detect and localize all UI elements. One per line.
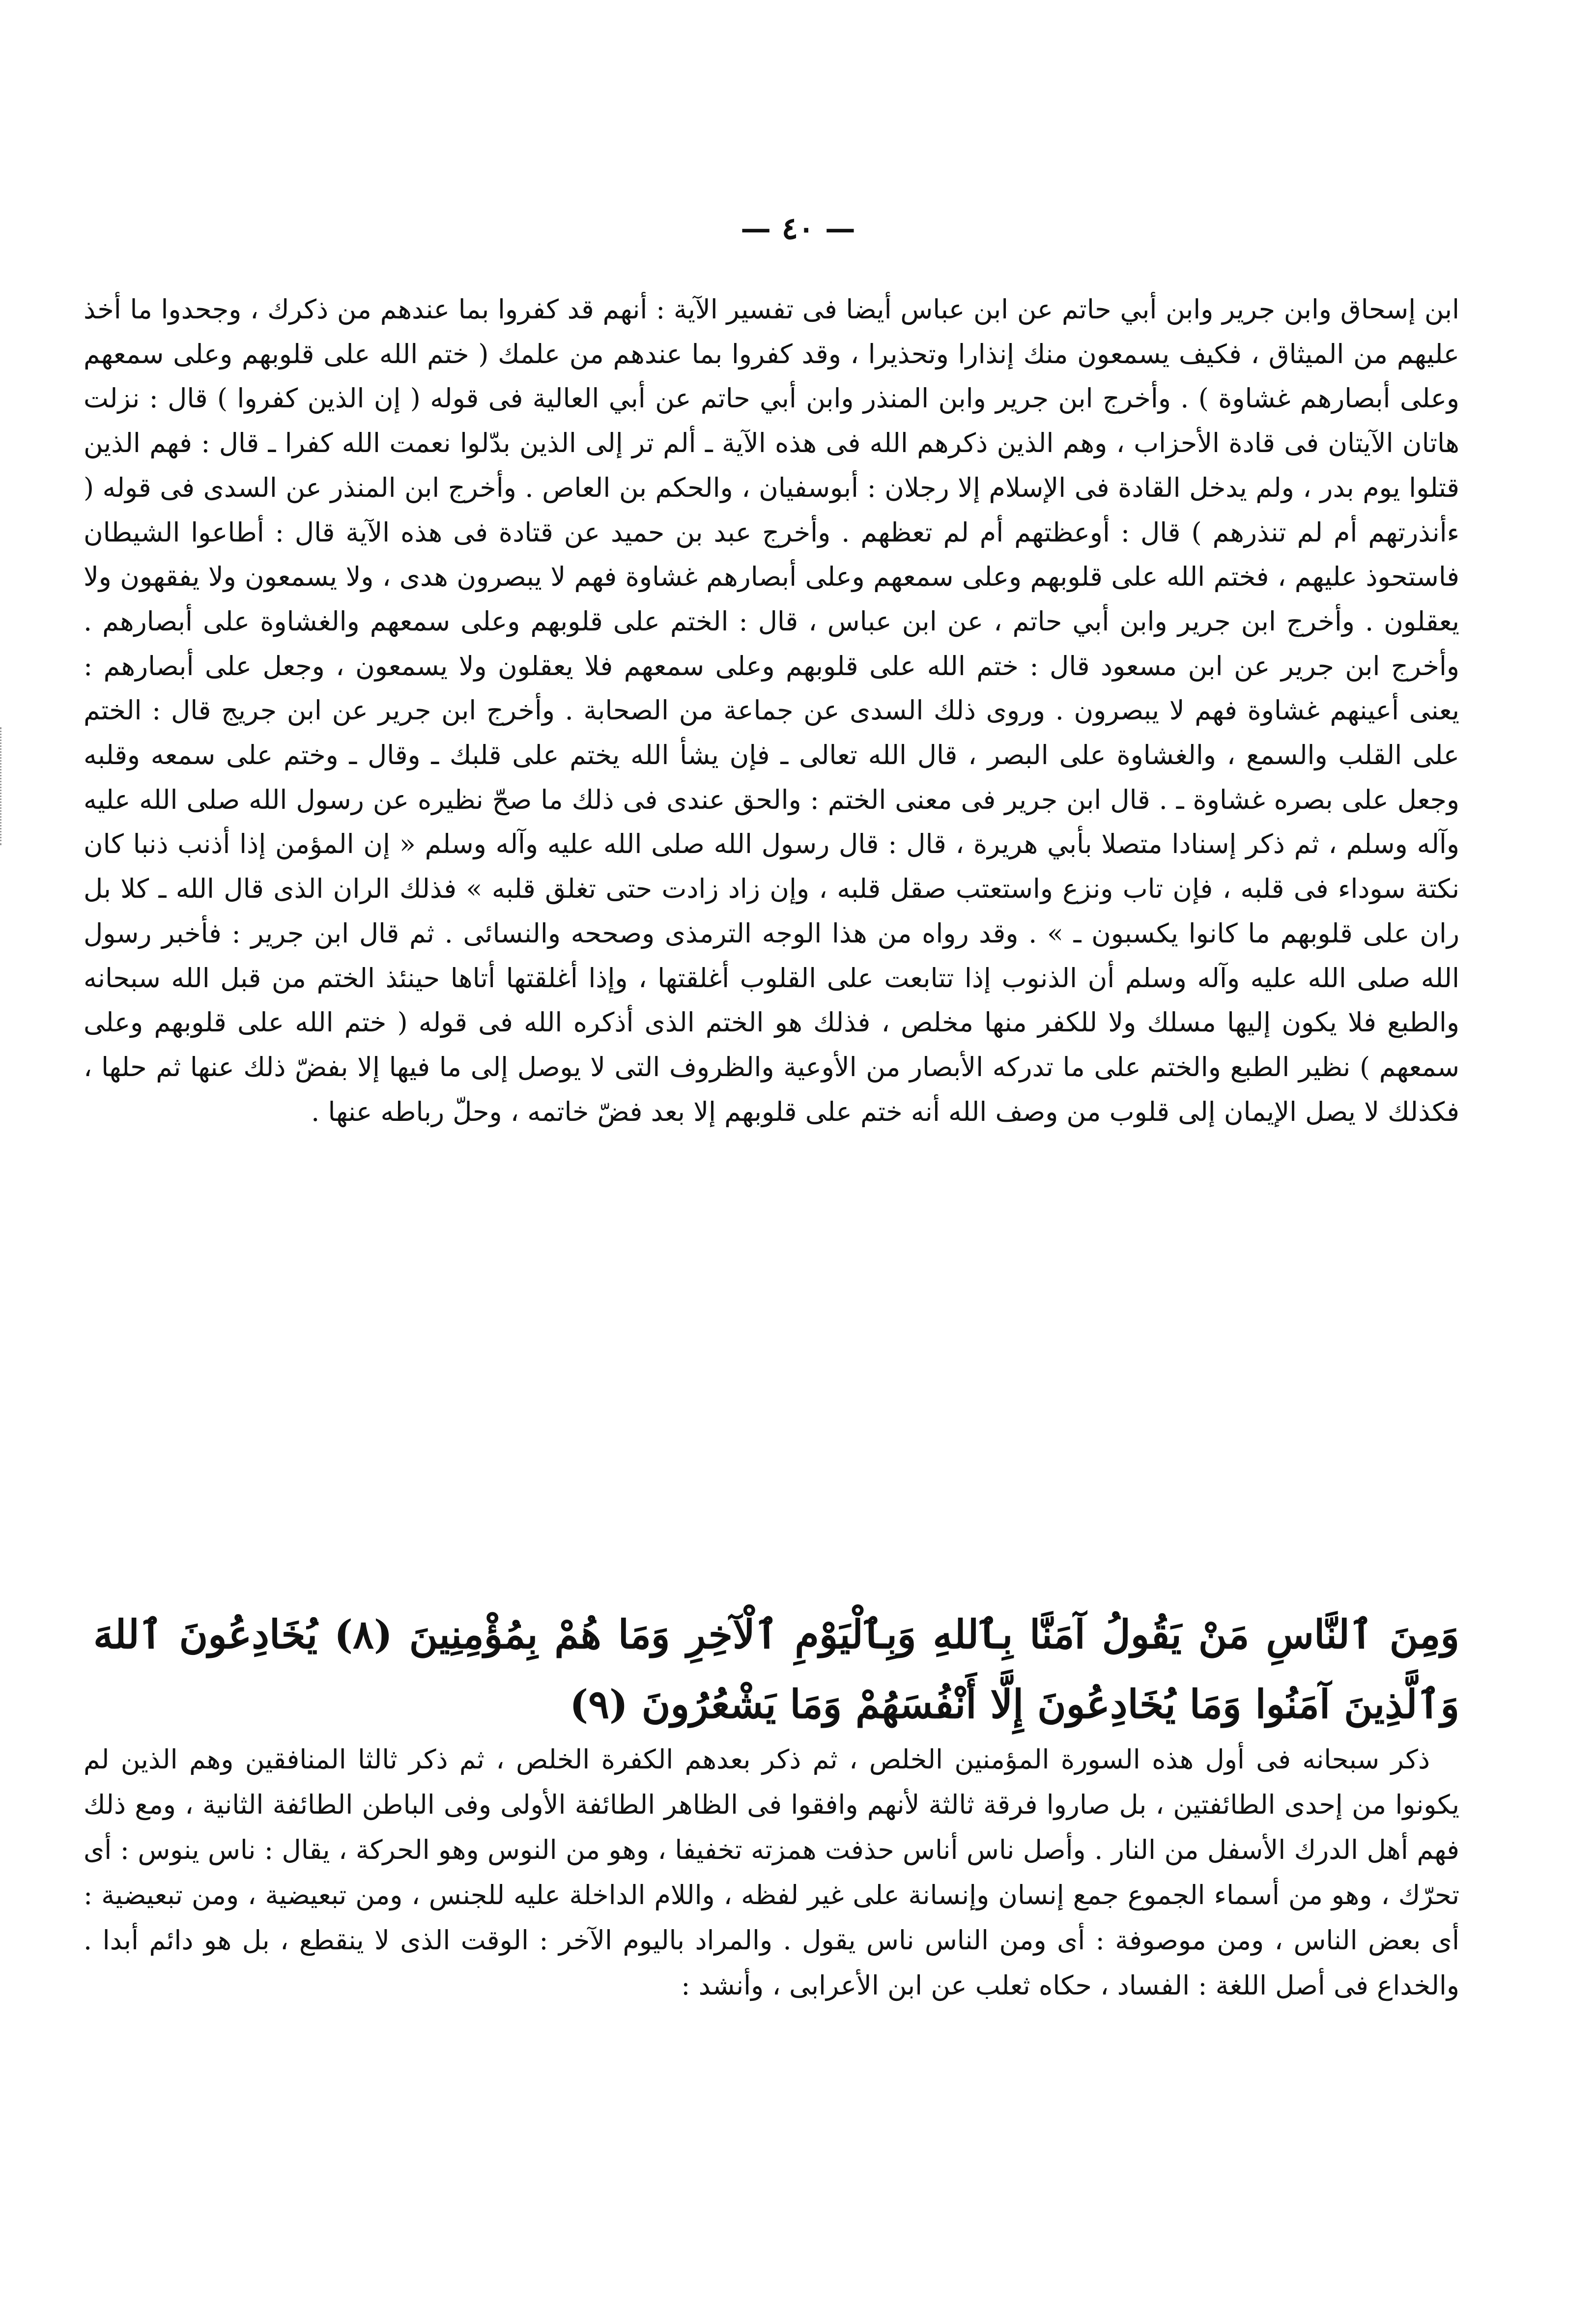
quran-verse-text: وَمِنَ ٱلنَّاسِ مَنْ يَقُولُ آمَنَّا بِٱللهِ وَبِٱلْيَوْمِ ٱلْآخِرِ وَمَا هُمْ بِمُؤْمِنِينَ (٨) يُخَادِعُونَ ٱللهَ وَٱلَّذِينَ آمَنُوا وَمَا يُخَادِعُونَ إِلَّا أَنْفُسَهُمْ وَمَا يَشْعُرُونَ (٩) [93, 1611, 1459, 1727]
commentary-paragraph-1: ابن إسحاق وابن جرير وابن أبي حاتم عن ابن عباس أيضا فى تفسير الآية : أنهم قد كفروا بما عندهم من ذكرك ، وجحدوا ما أخذ عليهم من الميثاق ، فكيف يسمعون منك إنذارا وتحذيرا ، وقد كفروا بما عندهم من علمك ( ختم الله على قلوبهم وعلى سمعهم وعلى أبصارهم غشاوة ) . وأخرج ابن جرير وابن المنذر وابن أبي حاتم عن أبي العالية فى قوله ( إن الذين كفروا ) قال : نزلت هاتان الآيتان فى قادة الأحزاب ، وهم الذين ذكرهم الله فى هذه الآية ـ ألم تر إلى الذين بدّلوا نعمت الله كفرا ـ قال : فهم الذين قتلوا يوم بدر ، ولم يدخل القادة فى الإسلام إلا رجلان : أبوسفيان ، والحكم بن العاص . وأخرج ابن المنذر عن السدى فى قوله ( ءأنذرتهم أم لم تنذرهم ) قال : أوعظتهم أم لم تعظهم . وأخرج عبد بن حميد عن قتادة فى هذه الآية قال : أطاعوا الشيطان فاستحوذ عليهم ، فختم الله على قلوبهم وعلى سمعهم وعلى أبصارهم غشاوة فهم لا يبصرون هدى ، ولا يسمعون ولا يفقهون ولا يعقلون . وأخرج ابن جرير وابن أبي حاتم ، عن ابن عباس ، قال : الختم على قلوبهم وعلى سمعهم والغشاوة على أبصارهم . وأخرج ابن جرير عن ابن مسعود قال : ختم الله على قلوبهم وعلى سمعهم فلا يعقلون ولا يسمعون ، وجعل على أبصارهم : يعنى أعينهم غشاوة فهم لا يبصرون . وروى ذلك السدى عن جماعة من الصحابة . وأخرج ابن جرير عن ابن جريج قال : الختم على القلب والسمع ، والغشاوة على البصر ، قال الله تعالى ـ فإن يشأ الله يختم على قلبك ـ وقال ـ وختم على سمعه وقلبه وجعل على بصره غشاوة ـ . قال ابن جرير فى معنى الختم : والحق عندى فى ذلك ما صحّ نظيره عن رسول الله صلى الله عليه وآله وسلم ، ثم ذكر إسنادا متصلا بأبي هريرة ، قال : قال رسول الله صلى الله عليه وآله وسلم « إن المؤمن إذا أذنب ذنبا كان نكتة سوداء فى قلبه ، فإن تاب ونزع واستعتب صقل قلبه ، وإن زاد زادت حتى تغلق قلبه » فذلك الران الذى قال الله ـ كلا بل ران على قلوبهم ما كانوا يكسبون ـ » . وقد رواه من هذا الوجه الترمذى وصححه والنسائى . ثم قال ابن جرير : فأخبر رسول الله صلى الله عليه وآله وسلم أن الذنوب إذا تتابعت على القلوب أغلقتها ، وإذا أغلقتها أتاها حينئذ الختم من قبل الله سبحانه والطبع فلا يكون إليها مسلك ولا للكفر منها مخلص ، فذلك هو الختم الذى أذكره الله فى قوله ( ختم الله على قلوبهم وعلى سمعهم ) نظير الطبع والختم على ما تدركه الأبصار من الأوعية والظروف التى لا يوصل إلى ما فيها إلا بفضّ ذلك عنها ثم حلها ، فكذلك لا يصل الإيمان إلى قلوب من وصف الله أنه ختم على قلوبهم إلا بعد فضّ خاتمه ، وحلّ رباطه عنها . [84, 294, 1459, 1127]
commentary-block-1 [84, 287, 1459, 1134]
margin-mark [0, 727, 4, 845]
page-number: — ٤٠ — [741, 210, 855, 246]
commentary-block-2 [84, 1737, 1459, 2008]
quran-verse-block [93, 1599, 1459, 1739]
commentary-paragraph-2: ذكر سبحانه فى أول هذه السورة المؤمنين الخلص ، ثم ذكر بعدهم الكفرة الخلص ، ثم ذكر ثالثا المنافقين وهم الذين لم يكونوا من إحدى الطائفتين ، بل صاروا فرقة ثالثة لأنهم وافقوا فى الظاهر الطائفة الأولى وفى الباطن الطائفة الثانية ، ومع ذلك فهم أهل الدرك الأسفل من النار . وأصل ناس أناس حذفت همزته تخفيفا ، وهو من النوس وهو الحركة ، يقال : ناس ينوس : أى تحرّك ، وهو من أسماء الجموع جمع إنسان وإنسانة على غير لفظه ، واللام الداخلة عليه للجنس ، ومن تبعيضية ، ومن تبعيضية : أى بعض الناس ، ومن موصوفة : أى ومن الناس ناس يقول . والمراد باليوم الآخر : الوقت الذى لا ينقطع ، بل هو دائم أبدا . والخداع فى أصل اللغة : الفساد ، حكاه ثعلب عن ابن الأعرابى ، وأنشد : [84, 1744, 1459, 2001]
